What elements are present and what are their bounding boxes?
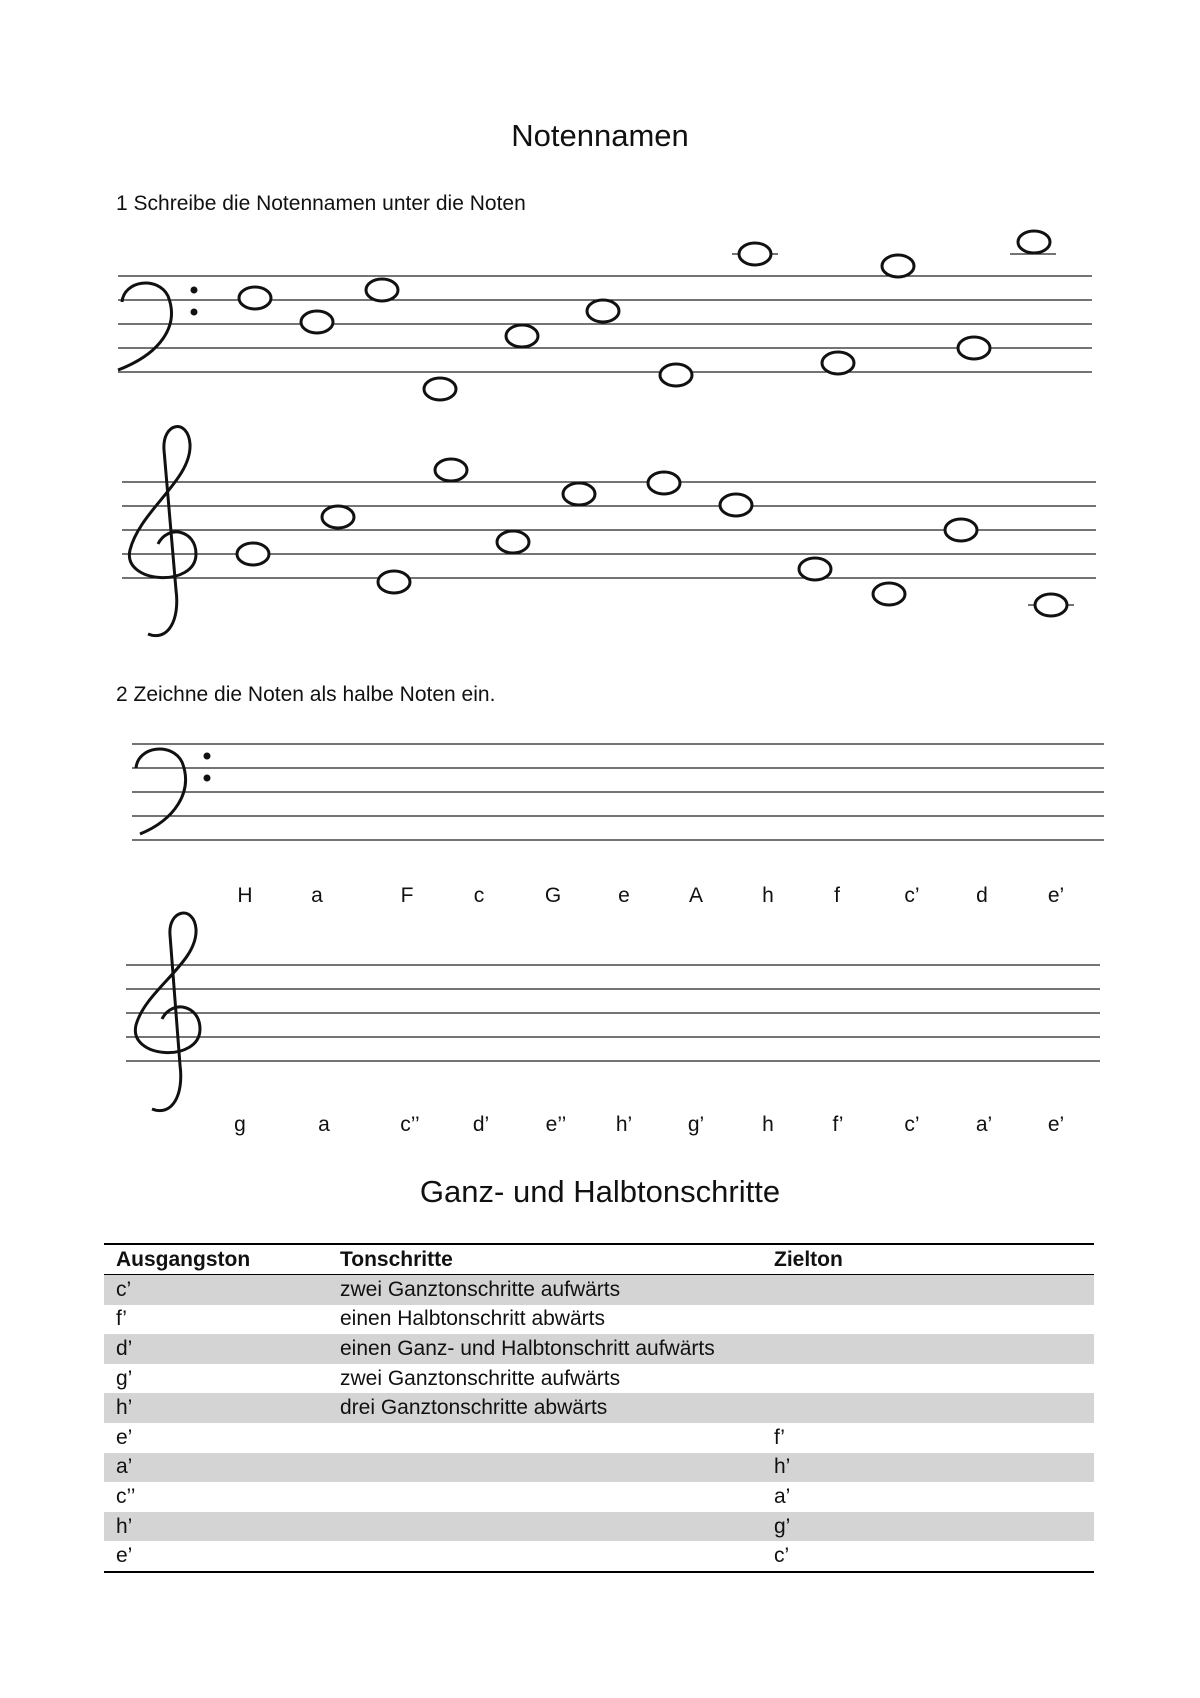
exercise2-treble-staff bbox=[0, 905, 1200, 1125]
treble-clef-icon bbox=[135, 913, 200, 1111]
note-label: d’ bbox=[472, 1113, 490, 1136]
step-description: zwei Ganztonschritte aufwärts bbox=[340, 1366, 621, 1390]
step-description bbox=[328, 1512, 762, 1542]
start-tone: h’ bbox=[104, 1512, 328, 1542]
note bbox=[237, 543, 269, 565]
start-tone: a’ bbox=[104, 1453, 328, 1483]
start-tone: e’ bbox=[116, 1425, 133, 1449]
step-description bbox=[328, 1541, 762, 1572]
step-description bbox=[328, 1482, 762, 1512]
treble-clef-icon bbox=[129, 427, 196, 636]
table-row bbox=[104, 1393, 1094, 1423]
note-label: a bbox=[311, 884, 323, 907]
target-tone bbox=[762, 1364, 1094, 1394]
page-title: Notennamen bbox=[511, 118, 689, 153]
table-row bbox=[104, 1512, 1094, 1542]
step-description: zwei Ganztonschritte aufwärts bbox=[328, 1275, 762, 1305]
note-label: g’ bbox=[687, 1113, 705, 1136]
exercise2-bass-staff bbox=[0, 730, 1200, 850]
note bbox=[301, 311, 333, 333]
note-label: c’ bbox=[904, 884, 920, 907]
interval-table bbox=[104, 1243, 1094, 1573]
note-label: h bbox=[762, 1113, 774, 1136]
note-label: c bbox=[473, 884, 485, 907]
note-label: F bbox=[400, 884, 414, 907]
note bbox=[660, 364, 692, 386]
exercise1-treble-staff bbox=[0, 420, 1200, 640]
note bbox=[958, 337, 990, 359]
note bbox=[720, 494, 752, 516]
note bbox=[239, 287, 271, 309]
note bbox=[497, 531, 529, 553]
column-header: Tonschritte bbox=[328, 1244, 762, 1275]
note bbox=[366, 279, 398, 301]
note-label: H bbox=[237, 884, 253, 907]
note-label: f’ bbox=[832, 1113, 844, 1136]
note bbox=[1035, 594, 1067, 616]
column-header: Ausgangston bbox=[104, 1244, 328, 1275]
table-row bbox=[104, 1482, 1094, 1512]
section-title: Ganz- und Halbtonschritte bbox=[419, 1174, 781, 1209]
step-description: drei Ganztonschritte abwärts bbox=[328, 1393, 762, 1423]
note bbox=[563, 483, 595, 505]
target-tone bbox=[762, 1393, 1094, 1423]
target-tone: f’ bbox=[774, 1425, 785, 1449]
note bbox=[739, 243, 771, 265]
note bbox=[322, 506, 354, 528]
start-tone: h’ bbox=[104, 1393, 328, 1423]
table-header-row bbox=[104, 1244, 1094, 1275]
target-tone: a’ bbox=[774, 1484, 791, 1508]
table-row bbox=[104, 1541, 1094, 1572]
note-label: e’’ bbox=[545, 1113, 567, 1136]
note-label: a’ bbox=[975, 1113, 993, 1136]
note bbox=[506, 325, 538, 347]
target-tone bbox=[762, 1334, 1094, 1364]
target-tone: c’ bbox=[774, 1544, 790, 1568]
note bbox=[378, 571, 410, 593]
task-1-instruction: 1 Schreibe die Notennamen unter die Noten bbox=[116, 192, 526, 215]
target-tone: g’ bbox=[762, 1512, 1094, 1542]
note-label: c’’ bbox=[400, 1113, 420, 1136]
table-row bbox=[104, 1453, 1094, 1483]
table-row bbox=[104, 1275, 1094, 1305]
table-row bbox=[104, 1334, 1094, 1364]
start-tone: f’ bbox=[116, 1307, 127, 1331]
note-label: h bbox=[762, 884, 774, 907]
note bbox=[435, 459, 467, 481]
note bbox=[648, 472, 680, 494]
note-label: e’ bbox=[1047, 884, 1065, 907]
start-tone: g’ bbox=[116, 1366, 133, 1390]
step-description bbox=[328, 1453, 762, 1483]
note bbox=[1018, 231, 1050, 253]
note bbox=[587, 300, 619, 322]
note bbox=[822, 352, 854, 374]
note-label: h’ bbox=[615, 1113, 633, 1136]
note bbox=[873, 583, 905, 605]
start-tone: c’ bbox=[104, 1275, 328, 1305]
note-label: G bbox=[544, 884, 562, 907]
table-row bbox=[104, 1423, 1094, 1453]
step-description: einen Halbtonschritt abwärts bbox=[340, 1307, 605, 1331]
target-tone: h’ bbox=[762, 1453, 1094, 1483]
note bbox=[799, 558, 831, 580]
step-description bbox=[328, 1423, 762, 1453]
note-label: A bbox=[688, 884, 703, 907]
note-label: e bbox=[618, 884, 630, 907]
step-description: einen Ganz- und Halbtonschritt aufwärts bbox=[328, 1334, 762, 1364]
start-tone: d’ bbox=[104, 1334, 328, 1364]
note-label: g bbox=[234, 1113, 246, 1136]
table-row bbox=[104, 1364, 1094, 1394]
note-label: e’ bbox=[1047, 1113, 1065, 1136]
note-label: f bbox=[834, 884, 840, 907]
note bbox=[945, 519, 977, 541]
task-2-instruction: 2 Zeichne die Noten als halbe Noten ein. bbox=[116, 683, 496, 706]
target-tone bbox=[762, 1275, 1094, 1305]
note-label: c’ bbox=[904, 1113, 920, 1136]
note bbox=[424, 378, 456, 400]
column-header: Zielton bbox=[762, 1244, 1094, 1275]
start-tone: c’’ bbox=[116, 1484, 136, 1508]
start-tone: e’ bbox=[116, 1544, 133, 1568]
target-tone bbox=[762, 1305, 1094, 1335]
note-label: d bbox=[976, 884, 988, 907]
exercise1-bass-staff bbox=[0, 230, 1200, 410]
note bbox=[882, 255, 914, 277]
table-row bbox=[104, 1305, 1094, 1335]
note-label: a bbox=[318, 1113, 330, 1136]
bass-clef-icon bbox=[118, 283, 198, 370]
